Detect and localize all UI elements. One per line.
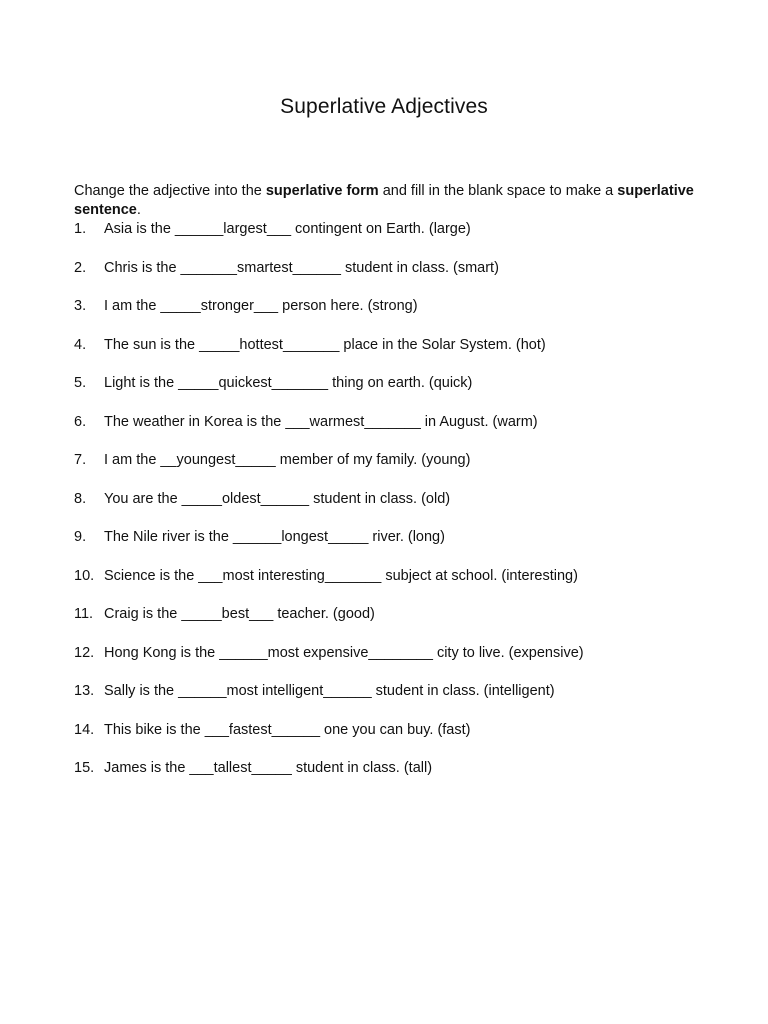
question-number: 8. xyxy=(74,490,87,507)
question-text: The sun is the _____hottest_______ place in the Solar System. (hot) xyxy=(104,336,546,353)
instructions-text-3: . xyxy=(136,202,141,218)
question-item xyxy=(74,374,714,413)
question-text: This bike is the ___fastest______ one you can buy. (fast) xyxy=(104,721,471,738)
instructions-bold-1: superlative form xyxy=(265,183,379,199)
question-text: The weather in Korea is the ___warmest_______ in August. (warm) xyxy=(104,413,538,430)
question-item xyxy=(74,220,714,259)
question-list xyxy=(74,220,714,798)
question-text: Light is the _____quickest_______ thing on earth. (quick) xyxy=(104,375,473,391)
question-number: 11. xyxy=(74,606,94,622)
question-number: 10. xyxy=(74,567,95,584)
question-number: 14. xyxy=(74,721,95,738)
question-item xyxy=(74,297,714,336)
question-number: 13. xyxy=(74,683,95,699)
question-number: 6. xyxy=(74,413,87,430)
question-item xyxy=(74,413,714,452)
question-number: 1. xyxy=(74,221,87,237)
question-item xyxy=(74,721,714,760)
question-text: James is the ___tallest_____ student in class. (tall) xyxy=(104,760,433,776)
instructions-text-2: and fill in the blank space to make a xyxy=(378,183,618,199)
question-text: Craig is the _____best___ teacher. (good) xyxy=(104,606,375,622)
question-number: 3. xyxy=(74,298,87,314)
instructions xyxy=(74,182,694,220)
question-text: I am the __youngest_____ member of my family. (young) xyxy=(104,452,471,468)
question-number: 4. xyxy=(74,336,87,353)
question-text: You are the _____oldest______ student in class. (old) xyxy=(104,490,451,507)
question-number: 15. xyxy=(74,760,95,776)
question-item xyxy=(74,528,714,567)
question-text: Asia is the ______largest___ contingent on Earth. (large) xyxy=(104,221,471,237)
question-text: Chris is the _______smartest______ student in class. (smart) xyxy=(104,259,499,276)
question-item xyxy=(74,567,714,606)
question-item xyxy=(74,682,714,721)
question-number: 5. xyxy=(74,375,87,391)
question-number: 9. xyxy=(74,529,87,545)
question-item xyxy=(74,759,714,798)
question-item xyxy=(74,605,714,644)
page-title: Superlative Adjectives xyxy=(280,95,488,118)
question-item xyxy=(74,336,714,375)
question-number: 2. xyxy=(74,259,87,276)
question-item xyxy=(74,451,714,490)
question-number: 12. xyxy=(74,644,95,661)
question-item xyxy=(74,490,714,529)
question-item xyxy=(74,644,714,683)
question-text: The Nile river is the ______longest_____ river. (long) xyxy=(104,529,445,545)
instructions-bold-2: superlative sentence xyxy=(74,183,694,218)
instructions-text-1: Change the adjective into the xyxy=(74,183,266,199)
question-text: Science is the ___most interesting_______ subject at school. (interesting) xyxy=(104,567,578,584)
question-number: 7. xyxy=(74,452,87,468)
question-text: Sally is the ______most intelligent______ student in class. (intelligent) xyxy=(104,683,555,699)
question-text: Hong Kong is the ______most expensive________ city to live. (expensive) xyxy=(104,644,584,661)
question-item xyxy=(74,259,714,298)
question-text: I am the _____stronger___ person here. (strong) xyxy=(104,298,418,314)
